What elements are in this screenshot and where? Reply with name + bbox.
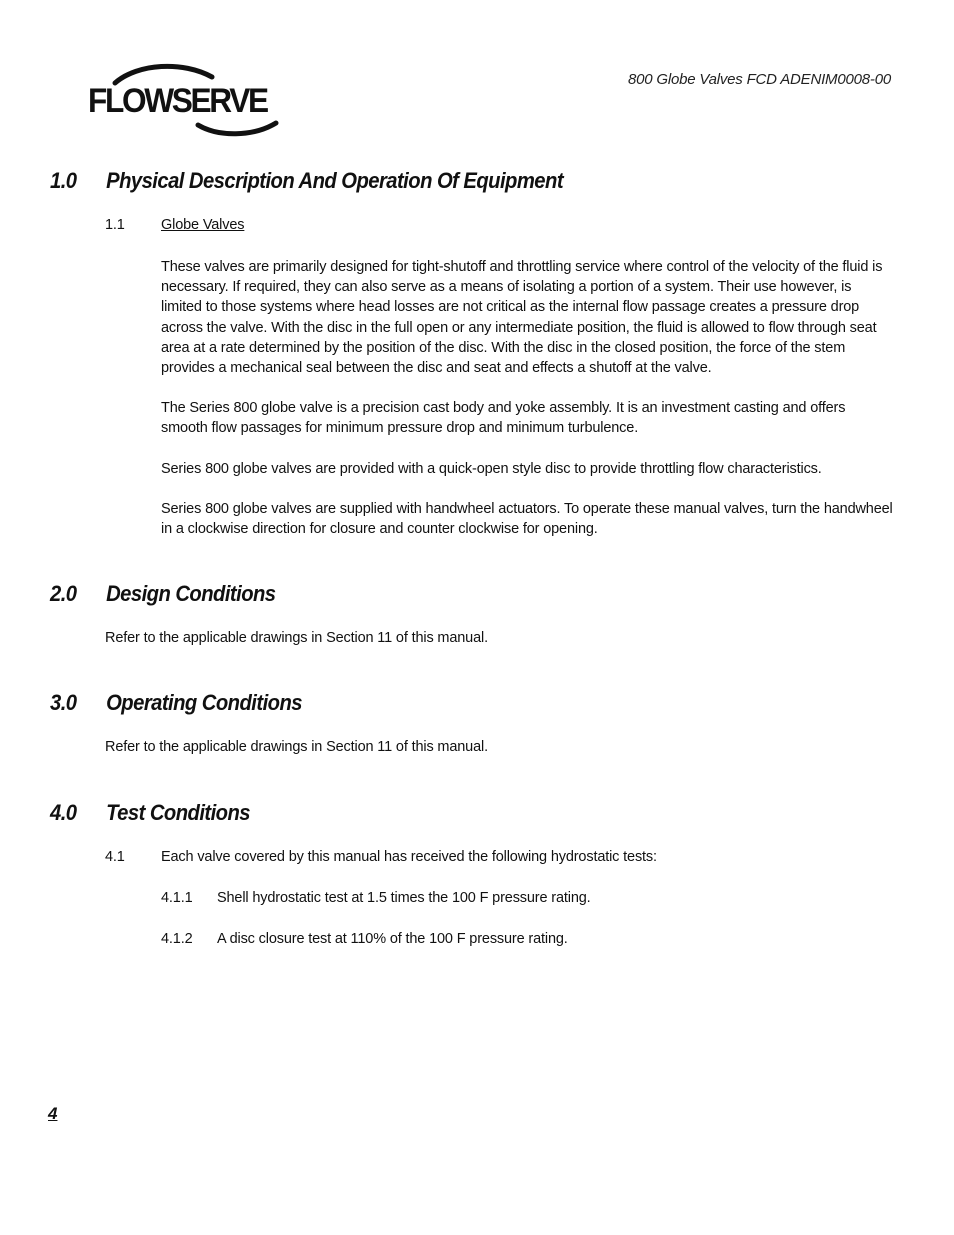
logo-text: FLOWSERVE xyxy=(88,82,267,120)
section-number: 2.0 xyxy=(50,581,77,606)
section-number: 4.0 xyxy=(50,800,77,825)
list-item-text: A disc closure test at 110% of the 100 F pressure rating. xyxy=(217,931,568,947)
subsection-number: 4.1 xyxy=(105,849,125,865)
section-number: 1.0 xyxy=(50,168,77,193)
paragraph: These valves are primarily designed for tight-shutoff and throttling service where control of the velocity of the fluid is necessary. If required, they can also serve as a means of isolating a portion of a system. Their use however, is limited to those systems where head losses are not critical as the internal flow passage creates a pressure drop across the valve. With the disc in the full open or any intermediate position, the fluid is allowed to flow through seat area at a rate determined by the position of the disc. With the disc in the closed position, the force of the stem provides a mechanical seal between the disc and seat and effects a shutoff at the valve. xyxy=(161,259,883,377)
section-2-text: Refer to the applicable drawings in Section 11 of this manual. xyxy=(105,630,488,646)
subsection-text: Each valve covered by this manual has received the following hydrostatic tests: xyxy=(161,849,657,865)
section-title: Physical Description And Operation Of Equipment xyxy=(106,168,564,193)
section-1-body xyxy=(161,257,893,539)
paragraph: The Series 800 globe valve is a precision cast body and yoke assembly. It is an investment casting and offers smooth flow passages for minimum pressure drop and minimum turbulence. xyxy=(161,400,846,437)
paragraph: Series 800 globe valves are provided with a quick-open style disc to provide throttling flow characteristics. xyxy=(161,460,822,477)
list-item-text: Shell hydrostatic test at 1.5 times the 100 F pressure rating. xyxy=(217,890,591,906)
section-title: Test Conditions xyxy=(106,800,251,825)
page-number: 4 xyxy=(48,1104,58,1123)
list-item-number: 4.1.2 xyxy=(161,931,193,947)
flowserve-logo xyxy=(88,63,288,139)
section-number: 3.0 xyxy=(50,690,77,715)
paragraph: Series 800 globe valves are supplied with handwheel actuators. To operate these manual valves, turn the handwheel in a clockwise direction for closure and counter clockwise for opening. xyxy=(161,500,893,538)
subsection-number: 1.1 xyxy=(105,217,125,233)
section-title: Operating Conditions xyxy=(106,690,302,715)
section-heading-1 xyxy=(50,168,563,194)
subsection-title: Globe Valves xyxy=(161,217,245,233)
section-title: Design Conditions xyxy=(106,581,276,606)
document-reference: 800 Globe Valves FCD ADENIM0008-00 xyxy=(627,71,891,88)
list-item-number: 4.1.1 xyxy=(161,890,193,906)
section-heading-4 xyxy=(50,800,250,826)
section-heading-2 xyxy=(50,581,276,607)
section-heading-3 xyxy=(50,690,302,716)
section-3-text: Refer to the applicable drawings in Section 11 of this manual. xyxy=(105,739,488,755)
